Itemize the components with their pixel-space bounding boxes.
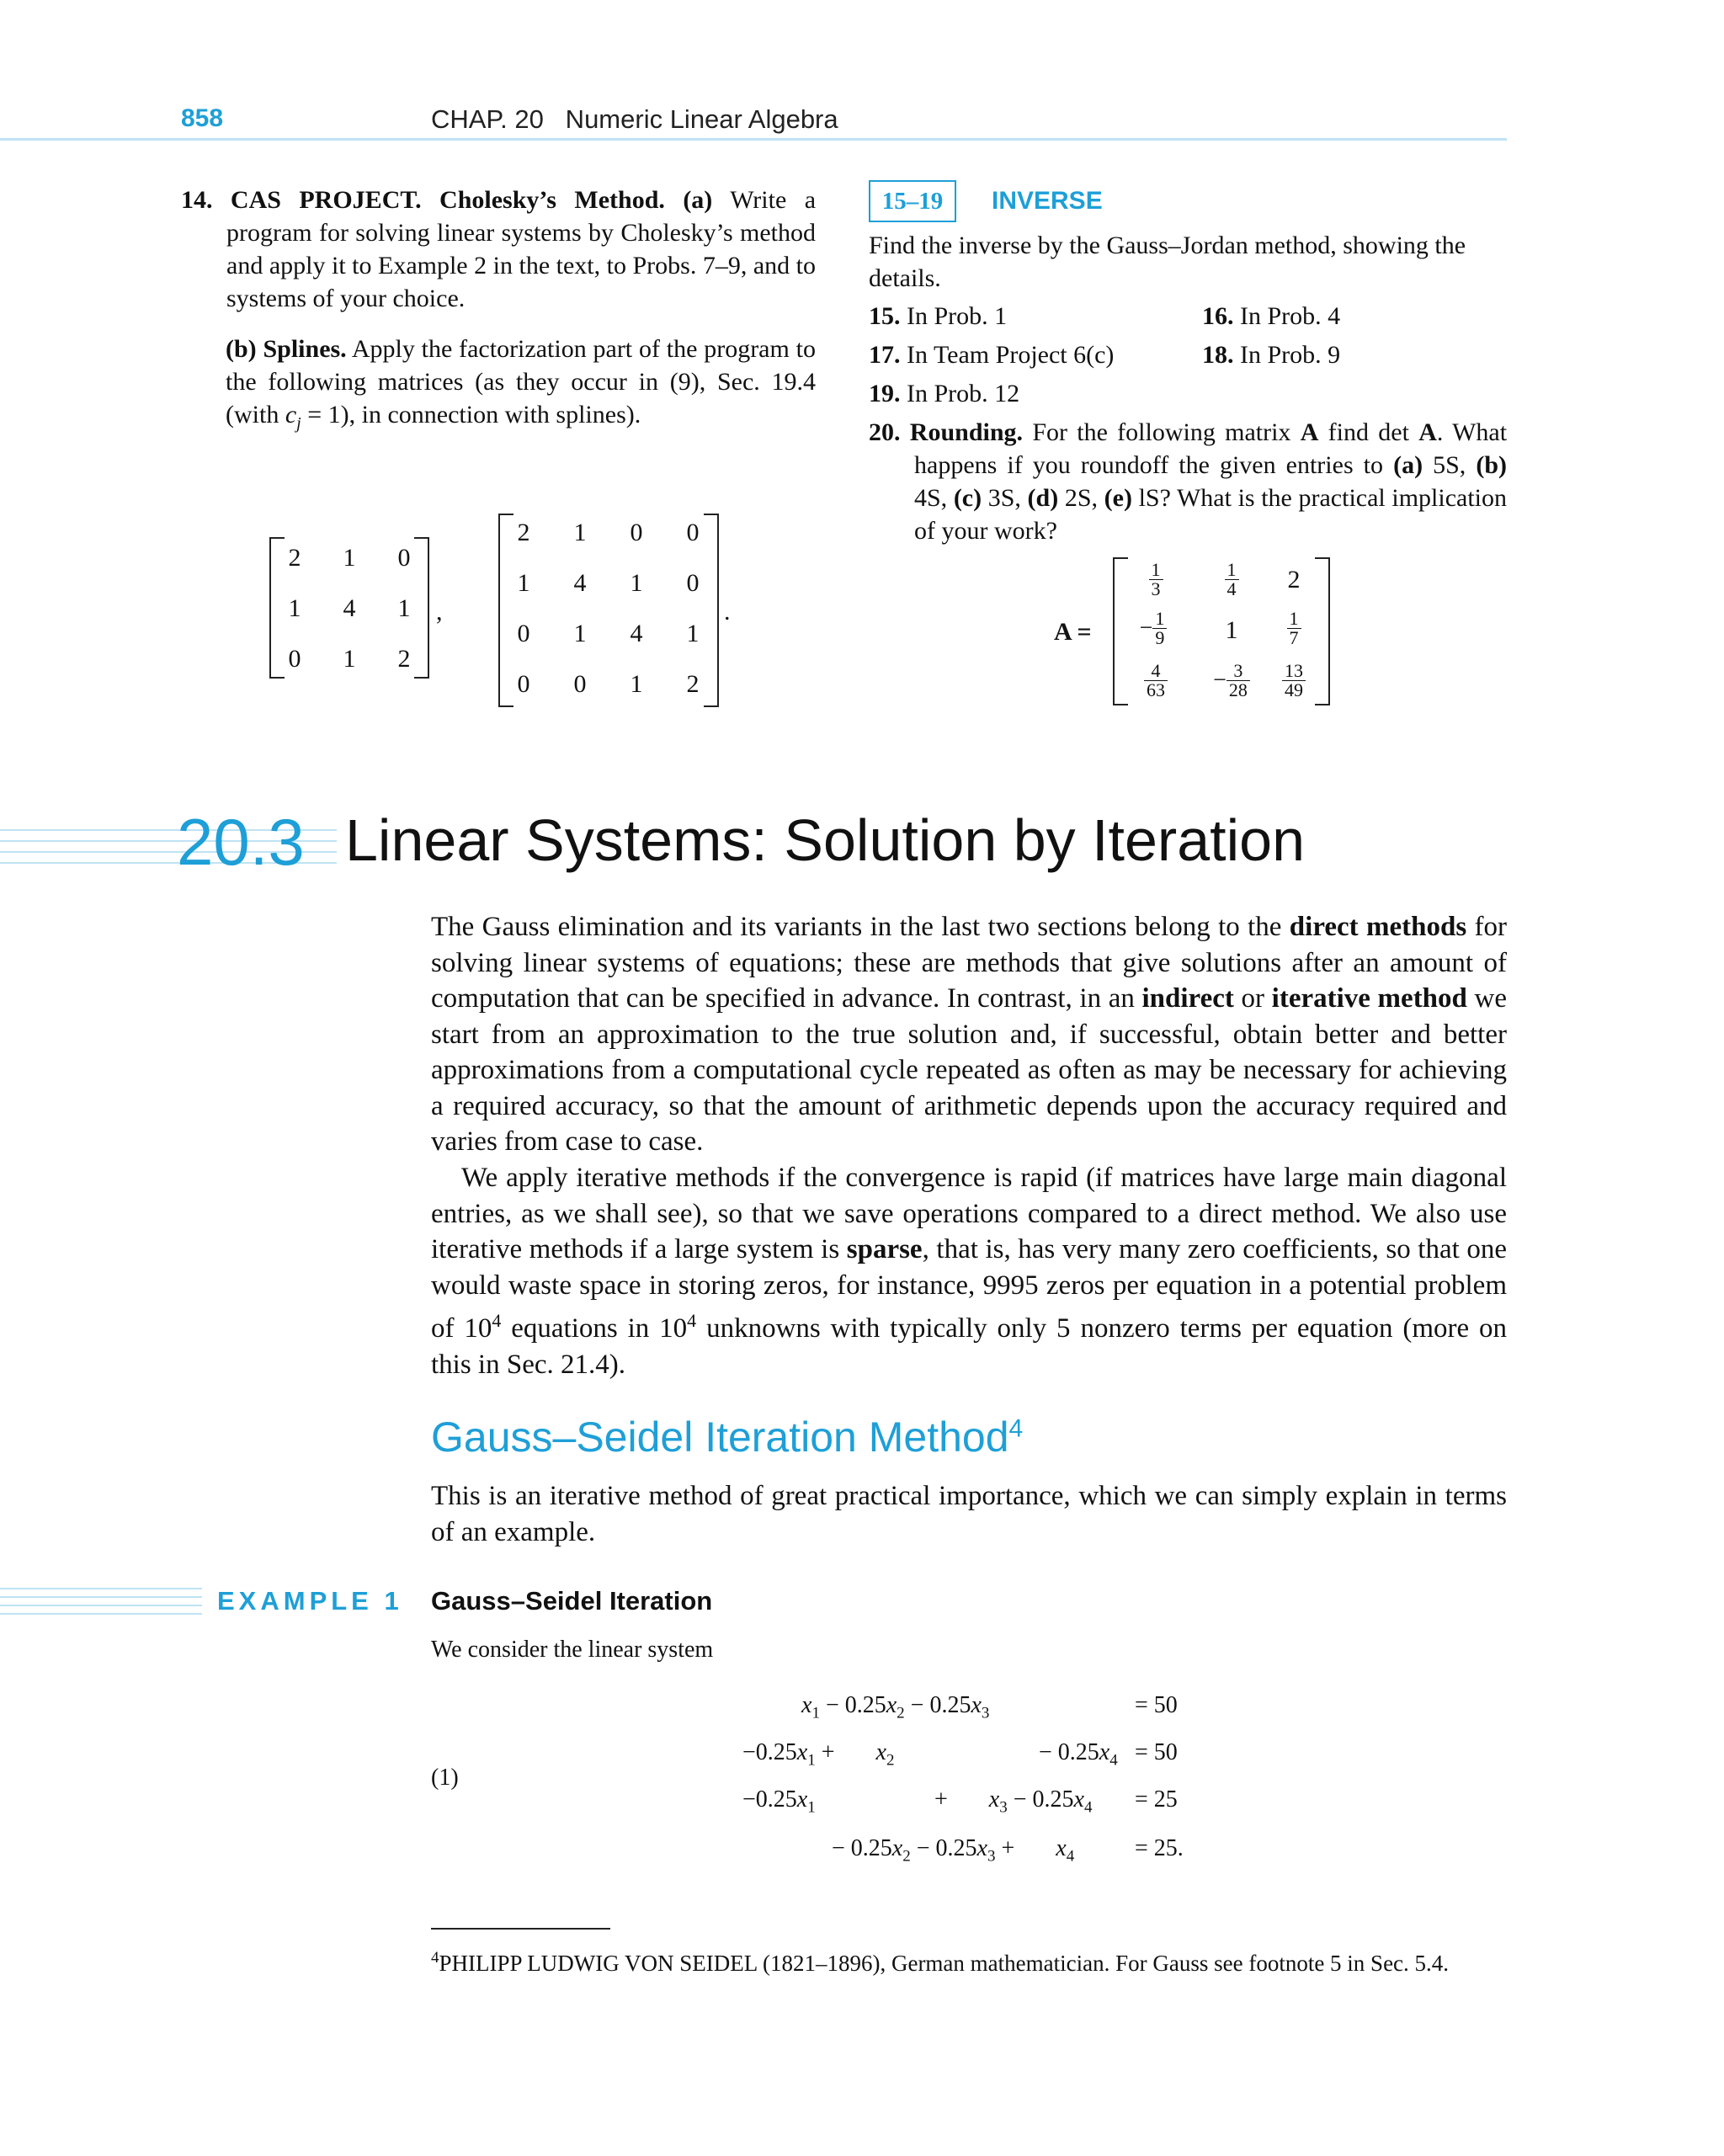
matrix-cell: 1	[343, 645, 356, 673]
option-text: 4S,	[914, 484, 948, 512]
matrix-3x3	[269, 537, 429, 679]
matrix-cell: 2	[517, 519, 530, 546]
problem-14	[181, 184, 816, 315]
subsection-title-text: Gauss–Seidel Iteration Method	[431, 1413, 1009, 1461]
option-label: (e)	[1104, 484, 1132, 512]
denominator: 4	[1226, 578, 1237, 599]
numerator: 1	[1152, 610, 1167, 629]
denominator: 3	[1151, 578, 1161, 599]
matrix-cell: 1	[573, 519, 587, 546]
option-text: lS? What is the practical implication of your work?	[914, 484, 1508, 545]
option-text: 2S,	[1064, 484, 1099, 512]
fraction	[1149, 561, 1163, 599]
problem-14b	[226, 333, 816, 440]
matrix-cell: 0	[630, 519, 643, 546]
matrix-cell	[1264, 662, 1323, 700]
example-intro: We consider the linear system	[431, 1637, 714, 1663]
matrix-cell: 0	[517, 670, 530, 698]
matrix-cell: 0	[288, 645, 301, 673]
equation-rhs: = 25.	[1135, 1835, 1184, 1861]
option-label: (d)	[1027, 484, 1059, 512]
option-label: (b)	[1476, 451, 1508, 479]
problem-text: . What happens if you roundoff the given entries to	[914, 418, 1508, 479]
example-title: Gauss–Seidel Iteration	[431, 1586, 713, 1616]
minus-sign: −	[1213, 667, 1226, 694]
matrix-cell: 1	[1225, 616, 1238, 644]
problem-text: find det	[1328, 418, 1409, 446]
matrix-cell: 1	[397, 594, 411, 622]
matrix-cell	[1264, 610, 1323, 647]
part-b-text-2: = 1), in connection with splines).	[307, 401, 641, 429]
section-title: Linear Systems: Solution by Iteration	[345, 807, 1306, 873]
matrix-cell	[1194, 662, 1269, 700]
equation-number: (1)	[431, 1765, 459, 1791]
matrix-cell: 0	[573, 670, 587, 698]
matrix-symbol: A	[1300, 418, 1319, 446]
text: we start from an approximation to the true solution and, if successful, obtain better and better approximations from a computational cycle repeated as often as may be necessary for achieving a required accuracy, so that the amount of arithmetic depends upon the accuracy required and varies from case to case.	[431, 983, 1508, 1157]
problem-number: 20.	[869, 418, 901, 446]
term-iterative-method: iterative method	[1271, 983, 1467, 1014]
term-indirect: indirect	[1141, 983, 1234, 1014]
fraction	[1144, 662, 1168, 700]
matrix-cell: 0	[686, 519, 700, 546]
matrix-4x4	[498, 514, 719, 707]
fraction	[1226, 662, 1250, 700]
term-sparse: sparse	[846, 1234, 923, 1264]
part-a-text: Write a program for solving linear systems by Cholesky’s method and apply it to Example 2 in the text, to Probs. 7–9, and to systems of your choice.	[226, 186, 817, 312]
matrix-cell: 1	[517, 569, 530, 597]
matrix-cell: 0	[517, 620, 530, 647]
part-a-label: (a)	[683, 186, 713, 214]
text: We apply iterative methods if the convergence is rapid (if matrices have large main diagonal entries, as we shall see), so that we save operations compared to a direct method. We also use iterative methods if a large system is	[431, 1163, 1507, 1264]
option-label: (a)	[1393, 451, 1423, 479]
chapter-header: CHAP. 20 Numeric Linear Algebra	[431, 104, 838, 134]
text: unknowns with typically only 5 nonzero terms per equation (more on this in Sec. 21.4).	[431, 1313, 1508, 1380]
problem-text: In Team Project 6(c)	[907, 341, 1115, 369]
matrix-symbol: A	[1418, 418, 1437, 446]
equation-rhs: = 50	[1135, 1692, 1178, 1718]
problem-number: 18.	[1202, 341, 1234, 369]
problem-number: 19.	[869, 380, 901, 407]
matrix-cell: 2	[288, 544, 301, 572]
problem-text: For the following matrix	[1032, 418, 1291, 446]
problem-range-box	[869, 180, 956, 222]
matrix-cell: 4	[630, 620, 643, 647]
matrix-cell	[1126, 561, 1185, 599]
option-label: (c)	[953, 484, 982, 512]
fraction	[1287, 610, 1301, 647]
equation-row-4: − $0.25x_2 - 0.25x_3$ + $x_4$	[832, 1835, 1075, 1866]
matrix-cell: 0	[397, 544, 411, 572]
exponent: 4	[687, 1310, 697, 1331]
equation-row-2: $-0.25x_1$ + $x_2$	[742, 1739, 895, 1770]
minus-sign: −	[1139, 615, 1153, 641]
example-rule	[0, 1588, 202, 1589]
equation-row-2-right: − $0.25x_4$	[1039, 1739, 1118, 1770]
equation-row-3: $-0.25x_1$	[742, 1786, 816, 1817]
footnote	[431, 1943, 1507, 1978]
section-number: 20.3	[177, 805, 305, 879]
numerator: 1	[1149, 561, 1163, 580]
problem-17	[869, 338, 1114, 371]
text: , that is, has very many zero coefficients, so that one would waste space in storing zeros, for instance, 9995 zeros per equation in a potential problem of 10	[431, 1234, 1508, 1344]
numerator: 1	[1287, 610, 1301, 629]
problem-text: In Prob. 4	[1240, 302, 1341, 330]
equation-row-1: $x_1 - 0.25x_2 - 0.25x_3$	[801, 1692, 990, 1722]
footnote-rule	[431, 1928, 610, 1930]
problem-16	[1202, 300, 1340, 333]
text: or	[1241, 983, 1265, 1014]
matrix-separator-comma: ,	[436, 598, 443, 626]
numerator: 3	[1226, 662, 1250, 681]
matrix-cell: 1	[630, 670, 643, 698]
matrix-cell: 1	[686, 620, 700, 647]
denominator: 28	[1228, 679, 1248, 700]
matrix-cell: 1	[288, 594, 301, 622]
problem-number: 15.	[869, 302, 901, 330]
denominator: 63	[1147, 679, 1165, 700]
matrix-cell: 1	[573, 620, 587, 647]
paragraph-2	[431, 1160, 1507, 1382]
footnote-mark: 4	[1008, 1414, 1024, 1443]
problem-number: 17.	[869, 341, 901, 369]
matrix-cell: 4	[343, 594, 356, 622]
matrix-period: .	[724, 598, 731, 626]
matrix-cell	[1126, 662, 1185, 700]
part-b-text: Apply the factorization part of the program to the following matrices (as they occur in (9), Sec. 19.4 (with	[226, 335, 816, 429]
part-b-label: (b) Splines.	[226, 335, 347, 363]
problem-lead: CAS PROJECT. Cholesky’s Method.	[230, 186, 665, 214]
var-j: j	[296, 414, 301, 433]
problem-19	[869, 377, 1019, 410]
option-text: 5S,	[1433, 451, 1466, 479]
term-direct-methods: direct methods	[1289, 912, 1467, 942]
numerator: 13	[1282, 662, 1306, 681]
matrix-label: A =	[1054, 618, 1092, 646]
matrix-cell	[1120, 610, 1187, 647]
problem-lead: Rounding.	[909, 418, 1024, 446]
matrix-a-label	[1054, 618, 1092, 647]
paragraph-1	[431, 909, 1507, 1160]
denominator: 7	[1289, 627, 1299, 648]
exponent: 4	[492, 1310, 502, 1331]
inverse-heading: INVERSE	[992, 187, 1103, 215]
matrix-a	[1113, 557, 1330, 705]
text: The Gauss elimination and its variants in the last two sections belong to the	[431, 912, 1282, 942]
example-label: EXAMPLE 1	[217, 1586, 403, 1616]
denominator: 49	[1285, 679, 1303, 700]
denominator: 9	[1155, 627, 1165, 648]
matrix-cell: 4	[573, 569, 587, 597]
example-rule	[0, 1613, 202, 1615]
equation-rhs: = 50	[1135, 1739, 1178, 1765]
problem-18	[1202, 338, 1340, 371]
problem-text: In Prob. 1	[907, 302, 1008, 330]
fraction	[1225, 561, 1239, 599]
fraction	[1282, 662, 1306, 700]
fraction	[1152, 610, 1167, 647]
numerator: 1	[1225, 561, 1239, 580]
problem-range: 15–19	[881, 188, 944, 215]
matrix-cell: 0	[686, 569, 700, 597]
problem-text: In Prob. 9	[1240, 341, 1341, 369]
subsection-intro: This is an iterative method of great practical importance, which we can simply explain in terms of an example.	[431, 1481, 1507, 1547]
text: for solving linear systems of equations; these are methods that give solutions after an amount of computation that can be specified in advance. In contrast, in an	[431, 912, 1507, 1014]
matrix-cell: 1	[630, 569, 643, 597]
matrix-cell: 2	[1287, 566, 1301, 594]
text: equations in 10	[511, 1313, 688, 1344]
equation-row-3-right: + $x_3 - 0.25x_4$	[934, 1786, 1093, 1817]
numerator: 4	[1144, 662, 1168, 681]
example-rule	[0, 1605, 202, 1606]
footnote-mark: 4	[431, 1949, 439, 1967]
inverse-instruction: Find the inverse by the Gauss–Jordan method, showing the details.	[869, 232, 1466, 292]
matrix-cell: 2	[686, 670, 700, 698]
option-text: 3S,	[987, 484, 1021, 512]
problem-20	[869, 416, 1507, 547]
matrix-cell: 2	[397, 645, 411, 673]
footnote-text: PHILIPP LUDWIG VON SEIDEL (1821–1896), German mathematician. For Gauss see footnote 5 in Sec. 5.4.	[439, 1951, 1450, 1976]
matrix-cell: 1	[343, 544, 356, 572]
page-number: 858	[181, 104, 224, 132]
problem-text: In Prob. 12	[907, 380, 1020, 407]
matrix-cell	[1202, 561, 1261, 599]
var-c: c	[285, 401, 297, 429]
header-rule	[0, 138, 1507, 141]
equation-rhs: = 25	[1135, 1786, 1178, 1813]
example-rule	[0, 1596, 202, 1598]
problem-15	[869, 300, 1007, 333]
problem-number: 16.	[1202, 302, 1234, 330]
subsection-title	[431, 1413, 1023, 1461]
problem-number: 14.	[181, 186, 213, 214]
